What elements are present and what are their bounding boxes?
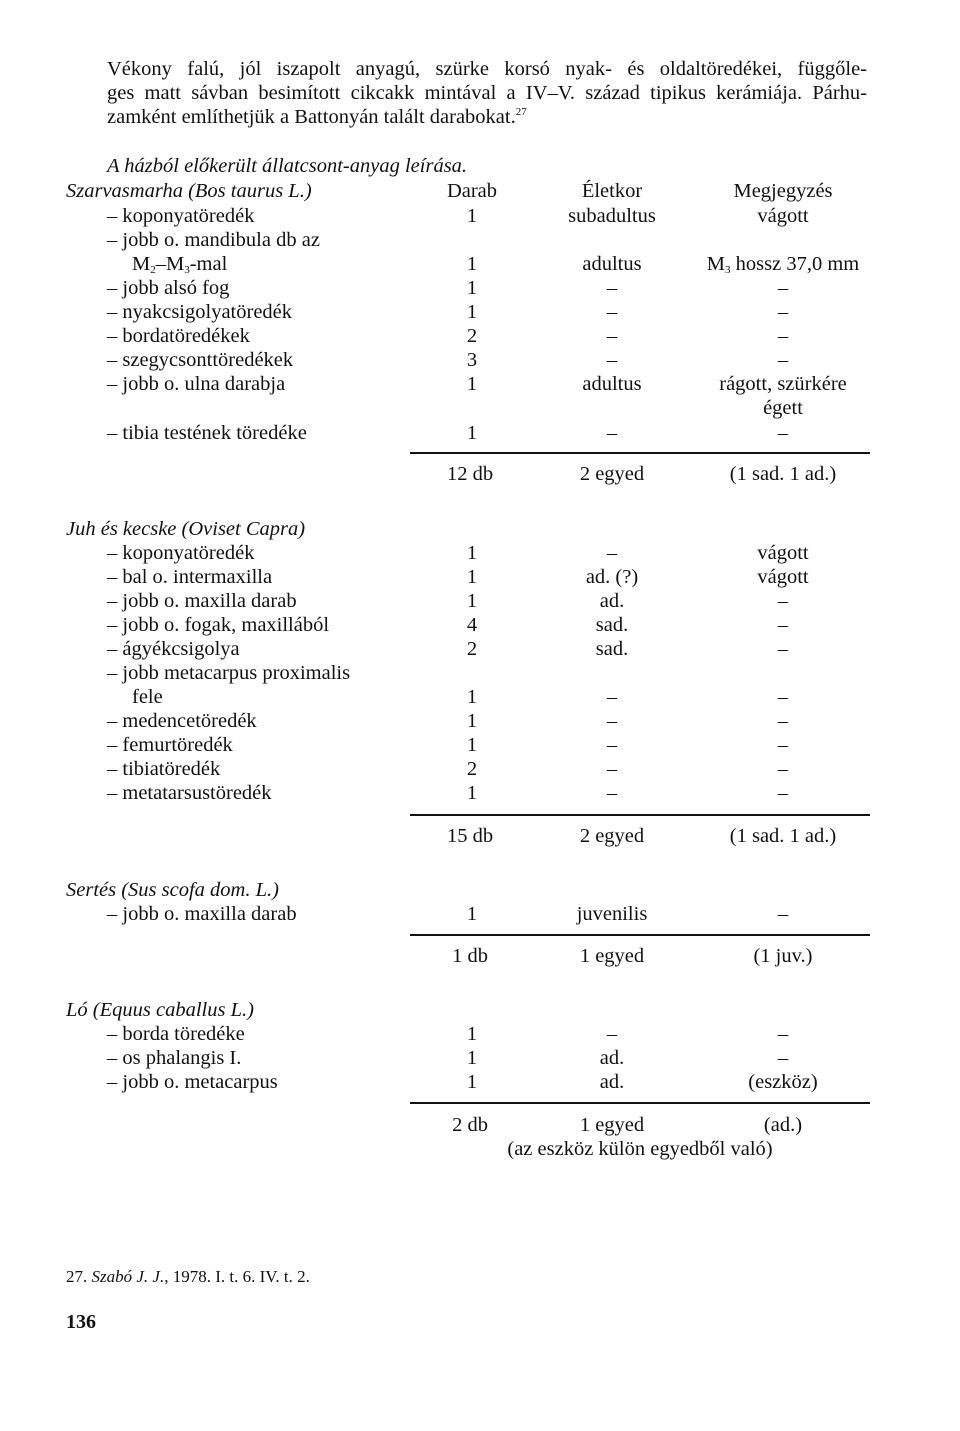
row-darab: 1	[466, 734, 478, 756]
row-eletkor: ad.	[599, 1071, 625, 1093]
total-rule	[410, 452, 870, 454]
row-name: – jobb o. maxilla darab	[107, 590, 297, 612]
row-megjegyzes: –	[777, 325, 789, 347]
total-note: (az eszköz külön egyedből való)	[507, 1138, 773, 1160]
row-megjegyzes: –	[777, 1047, 789, 1069]
row-megjegyzes: vágott	[757, 205, 809, 227]
total-darab: 15 db	[446, 825, 494, 847]
row-eletkor: –	[606, 301, 618, 323]
footnote: 27. Szabó J. J., 1978. I. t. 6. IV. t. 2.	[66, 1267, 310, 1286]
row-darab: 1	[466, 1023, 478, 1045]
row-darab: 2	[466, 325, 478, 347]
total-eletkor: 1 egyed	[579, 945, 645, 967]
row-eletkor: –	[606, 734, 618, 756]
row-megjegyzes: –	[777, 277, 789, 299]
row-eletkor: –	[606, 686, 618, 708]
row-name: – jobb o. ulna darabja	[107, 373, 286, 395]
row-megjegyzes: $M_3$ hossz 37,0 mm	[706, 253, 860, 276]
row-name: fele	[132, 686, 163, 708]
row-name: – bal o. intermaxilla	[107, 566, 273, 588]
total-megjegyzes: (1 juv.)	[753, 945, 813, 967]
row-eletkor: adultus	[582, 253, 642, 275]
intro-line-1: Vékony falú, jól iszapolt anyagú, szürke korsó nyak- és oldaltöredékei, függőle-	[107, 58, 867, 80]
column-header-eletkor: Életkor	[581, 180, 643, 202]
row-name: – koponyatöredék	[107, 542, 255, 564]
intro-paragraph	[107, 57, 867, 129]
row-megjegyzes: égett	[763, 397, 803, 419]
row-name: – medencetöredék	[107, 710, 257, 732]
row-eletkor: sad.	[595, 638, 629, 660]
row-megjegyzes: vágott	[757, 566, 809, 588]
row-eletkor: –	[606, 782, 618, 804]
row-name: – koponyatöredék	[107, 205, 255, 227]
row-darab: 4	[466, 614, 478, 636]
row-name: $M_2-M_3$-mal	[132, 253, 228, 276]
row-darab: 1	[466, 301, 478, 323]
row-megjegyzes: –	[777, 614, 789, 636]
row-megjegyzes: –	[777, 758, 789, 780]
row-eletkor: –	[606, 422, 618, 444]
row-eletkor: –	[606, 710, 618, 732]
row-darab: 2	[466, 638, 478, 660]
row-megjegyzes: (eszköz)	[748, 1071, 818, 1093]
row-darab: 1	[466, 205, 478, 227]
row-eletkor: sad.	[595, 614, 629, 636]
row-darab: 1	[466, 422, 478, 444]
row-eletkor: ad.	[599, 590, 625, 612]
row-darab: 1	[466, 253, 478, 275]
total-eletkor: 2 egyed	[579, 463, 645, 485]
row-eletkor: subadultus	[568, 205, 656, 227]
row-name: – nyakcsigolyatöredék	[107, 301, 293, 323]
row-eletkor: adultus	[582, 373, 642, 395]
row-name: – ágyékcsigolya	[107, 638, 240, 660]
total-eletkor: 1 egyed	[579, 1114, 645, 1136]
row-eletkor: –	[606, 1023, 618, 1045]
row-name: – jobb o. maxilla darab	[107, 903, 297, 925]
total-darab: 1 db	[452, 945, 488, 967]
row-name: – femurtöredék	[107, 734, 233, 756]
row-name: – os phalangis I.	[107, 1047, 242, 1069]
row-darab: 1	[466, 1047, 478, 1069]
group-title-horse: Ló (Equus caballus L.)	[66, 999, 254, 1021]
row-darab: 1	[466, 277, 478, 299]
row-megjegyzes: –	[777, 301, 789, 323]
total-rule	[410, 1102, 870, 1104]
row-name: – jobb alsó fog	[107, 277, 230, 299]
row-eletkor: –	[606, 277, 618, 299]
total-megjegyzes: (1 sad. 1 ad.)	[729, 825, 837, 847]
row-name: – jobb o. fogak, maxillából	[107, 614, 330, 636]
row-darab: 1	[466, 373, 478, 395]
row-megjegyzes: –	[777, 903, 789, 925]
row-eletkor: –	[606, 542, 618, 564]
row-megjegyzes: –	[777, 710, 789, 732]
row-darab: 1	[466, 710, 478, 732]
column-header-darab: Darab	[446, 180, 498, 202]
row-darab: 1	[466, 542, 478, 564]
row-name: – bordatöredékek	[107, 325, 250, 347]
footnote-ref: 27	[515, 106, 527, 118]
column-header-megjegyzes: Megjegyzés	[733, 180, 833, 202]
row-darab: 1	[466, 686, 478, 708]
row-eletkor: juvenilis	[576, 903, 648, 925]
total-darab: 2 db	[452, 1114, 488, 1136]
row-eletkor: –	[606, 349, 618, 371]
total-rule	[410, 814, 870, 816]
intro-line-2: ges matt sávban besimított cikcakk mintával a IV–V. század tipikus kerámiája. Párhu-	[107, 82, 867, 104]
total-megjegyzes: (ad.)	[763, 1114, 803, 1136]
row-megjegyzes: –	[777, 686, 789, 708]
total-rule	[410, 934, 870, 936]
row-name: – borda töredéke	[107, 1023, 245, 1045]
row-megjegyzes: –	[777, 734, 789, 756]
row-name: – jobb o. metacarpus	[107, 1071, 278, 1093]
section-heading: A házból előkerült állatcsont-anyag leírása.	[107, 155, 468, 177]
row-darab: 1	[466, 782, 478, 804]
row-darab: 3	[466, 349, 478, 371]
row-darab: 1	[466, 903, 478, 925]
row-megjegyzes: –	[777, 422, 789, 444]
row-megjegyzes: –	[777, 349, 789, 371]
page-number: 136	[66, 1311, 96, 1333]
group-title-pig: Sertés (Sus scofa dom. L.)	[66, 879, 279, 901]
group-title-sheep-goat: Juh és kecske (Oviset Capra)	[66, 518, 306, 540]
row-megjegyzes: –	[777, 638, 789, 660]
row-megjegyzes: –	[777, 782, 789, 804]
row-name: – szegycsonttöredékek	[107, 349, 294, 371]
total-eletkor: 2 egyed	[579, 825, 645, 847]
row-name: – tibia testének töredéke	[107, 422, 307, 444]
row-megjegyzes: vágott	[757, 542, 809, 564]
total-megjegyzes: (1 sad. 1 ad.)	[729, 463, 837, 485]
row-darab: 2	[466, 758, 478, 780]
footnote-author: Szabó J. J.	[91, 1267, 165, 1286]
intro-line-3: zamként említhetjük a Battonyán talált darabokat.$^{27}$	[107, 106, 527, 128]
row-darab: 1	[466, 566, 478, 588]
total-darab: 12 db	[446, 463, 494, 485]
row-eletkor: –	[606, 325, 618, 347]
group-title-cattle: Szarvasmarha (Bos taurus L.)	[66, 180, 312, 202]
row-eletkor: ad. (?)	[585, 566, 639, 588]
row-darab: 1	[466, 1071, 478, 1093]
row-darab: 1	[466, 590, 478, 612]
row-eletkor: –	[606, 758, 618, 780]
row-name: – tibiatöredék	[107, 758, 221, 780]
row-megjegyzes: –	[777, 1023, 789, 1045]
row-name: – jobb metacarpus proximalis	[107, 662, 351, 684]
row-megjegyzes: –	[777, 590, 789, 612]
row-name: – jobb o. mandibula db az	[107, 229, 320, 251]
row-megjegyzes: rágott, szürkére	[719, 373, 847, 395]
row-eletkor: ad.	[599, 1047, 625, 1069]
row-name: – metatarsustöredék	[107, 782, 272, 804]
